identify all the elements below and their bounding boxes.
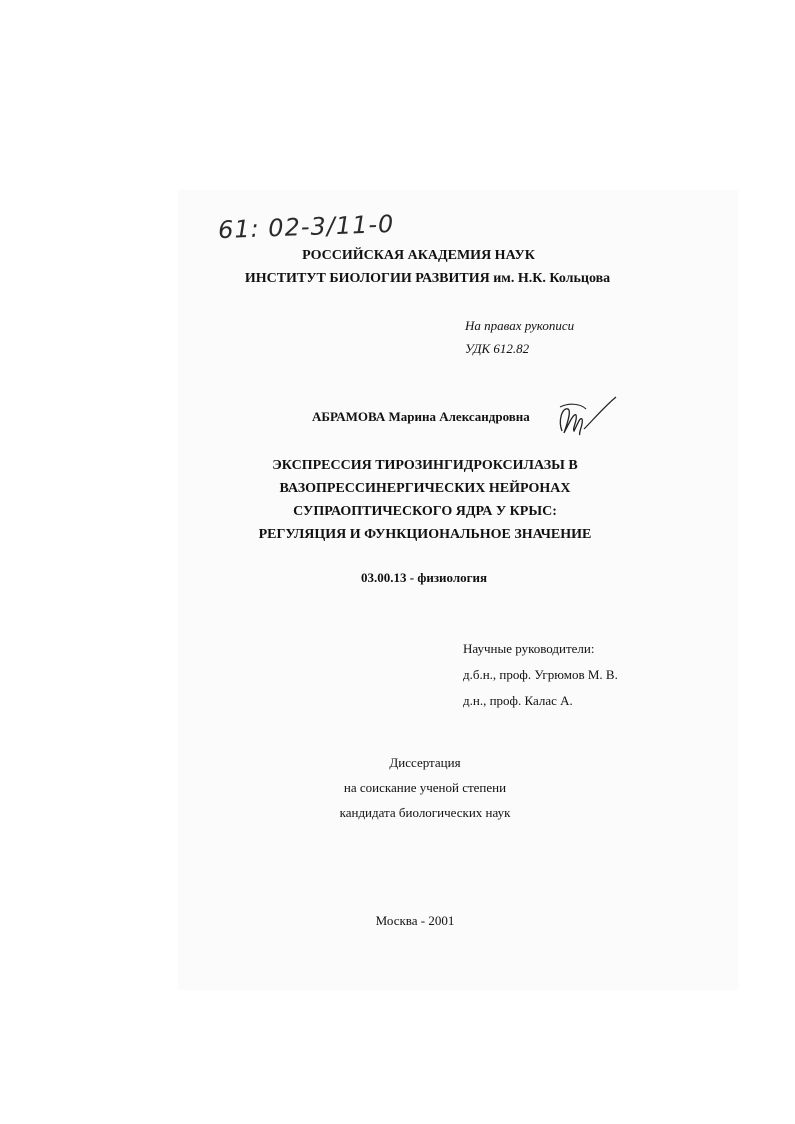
title-line: ВАЗОПРЕССИНЕРГИЧЕСКИХ НЕЙРОНАХ	[279, 481, 571, 496]
dissertation-statement	[300, 750, 550, 825]
advisor-1: д.б.н., проф. Угрюмов М. В.	[463, 667, 618, 682]
author-name: АБРАМОВА Марина Александровна	[312, 409, 530, 424]
handwritten-signature	[556, 393, 620, 441]
city-year: Москва - 2001	[375, 913, 455, 928]
handwritten-inventory-mark: 61: 02-3/11-0	[217, 209, 395, 245]
title-line: СУПРАОПТИЧЕСКОГО ЯДРА У КРЫС:	[293, 504, 557, 519]
dissertation-title	[230, 454, 620, 546]
title-line: РЕГУЛЯЦИЯ И ФУНКЦИОНАЛЬНОЕ ЗНАЧЕНИЕ	[258, 527, 592, 542]
advisors-block	[463, 636, 618, 714]
academy-heading: РОССИЙСКАЯ АКАДЕМИЯ НАУК	[302, 248, 535, 263]
specialty-code: 03.00.13 - физиология	[361, 570, 488, 585]
udc-code: УДК 612.82	[465, 341, 530, 356]
title-line: ЭКСПРЕССИЯ ТИРОЗИНГИДРОКСИЛАЗЫ В	[272, 458, 578, 473]
advisor-2: д.н., проф. Калас А.	[463, 693, 573, 708]
dissertation-line: Диссертация	[389, 755, 461, 770]
dissertation-line: кандидата биологических наук	[339, 805, 511, 820]
advisors-heading: Научные руководители:	[463, 641, 595, 656]
dissertation-line: на соискание ученой степени	[343, 780, 507, 795]
institute-heading: ИНСТИТУТ БИОЛОГИИ РАЗВИТИЯ им. Н.К. Кольцова	[244, 271, 611, 286]
manuscript-rights-note: На правах рукописи	[465, 318, 575, 333]
document-page	[178, 190, 738, 990]
